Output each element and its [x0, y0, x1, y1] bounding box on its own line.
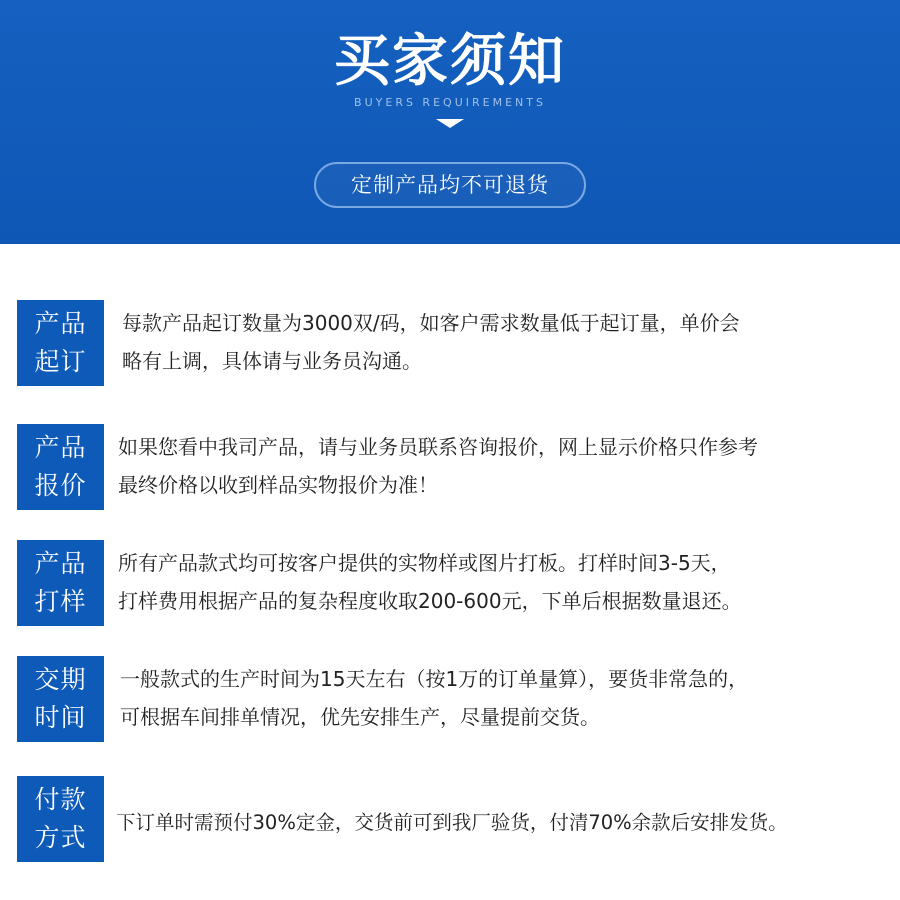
section-text: 每款产品起订数量为3000双/码，如客户需求数量低于起订量，单价会 略有上调，具体请与业务员沟通。 [122, 311, 740, 373]
section-payment [0, 776, 900, 862]
section-lead-time [0, 656, 900, 742]
no-return-notice: 定制产品均不可退货 [314, 162, 586, 208]
section-text: 一般款式的生产时间为15天左右（按1万的订单量算），要货非常急的， 可根据车间排单情况，优先安排生产，尽量提前交货。 [120, 667, 749, 729]
section-quote [0, 424, 900, 510]
section-label: 产品 起订 [17, 300, 104, 386]
section-label: 产品 报价 [17, 424, 104, 510]
chevron-down-icon [436, 119, 464, 129]
section-text: 所有产品款式均可按客户提供的实物样或图片打板。打样时间3-5天， 打样费用根据产品的复杂程度收取200-600元，下单后根据数量退还。 [118, 551, 742, 613]
section-text: 下订单时需预付30%定金，交货前可到我厂验货，付清70%余款后安排发货。 [116, 811, 788, 834]
section-label: 付款 方式 [17, 776, 104, 862]
header-banner [0, 0, 900, 244]
section-text: 如果您看中我司产品，请与业务员联系咨询报价，网上显示价格只作参考 最终价格以收到样品实物报价为准！ [118, 435, 758, 497]
section-sample [0, 540, 900, 626]
page-title: 买家须知 [334, 29, 566, 94]
page-subtitle: BUYERS REQUIREMENTS [354, 96, 546, 109]
section-min-order [0, 300, 900, 386]
section-label: 交期 时间 [17, 656, 104, 742]
section-label: 产品 打样 [17, 540, 104, 626]
